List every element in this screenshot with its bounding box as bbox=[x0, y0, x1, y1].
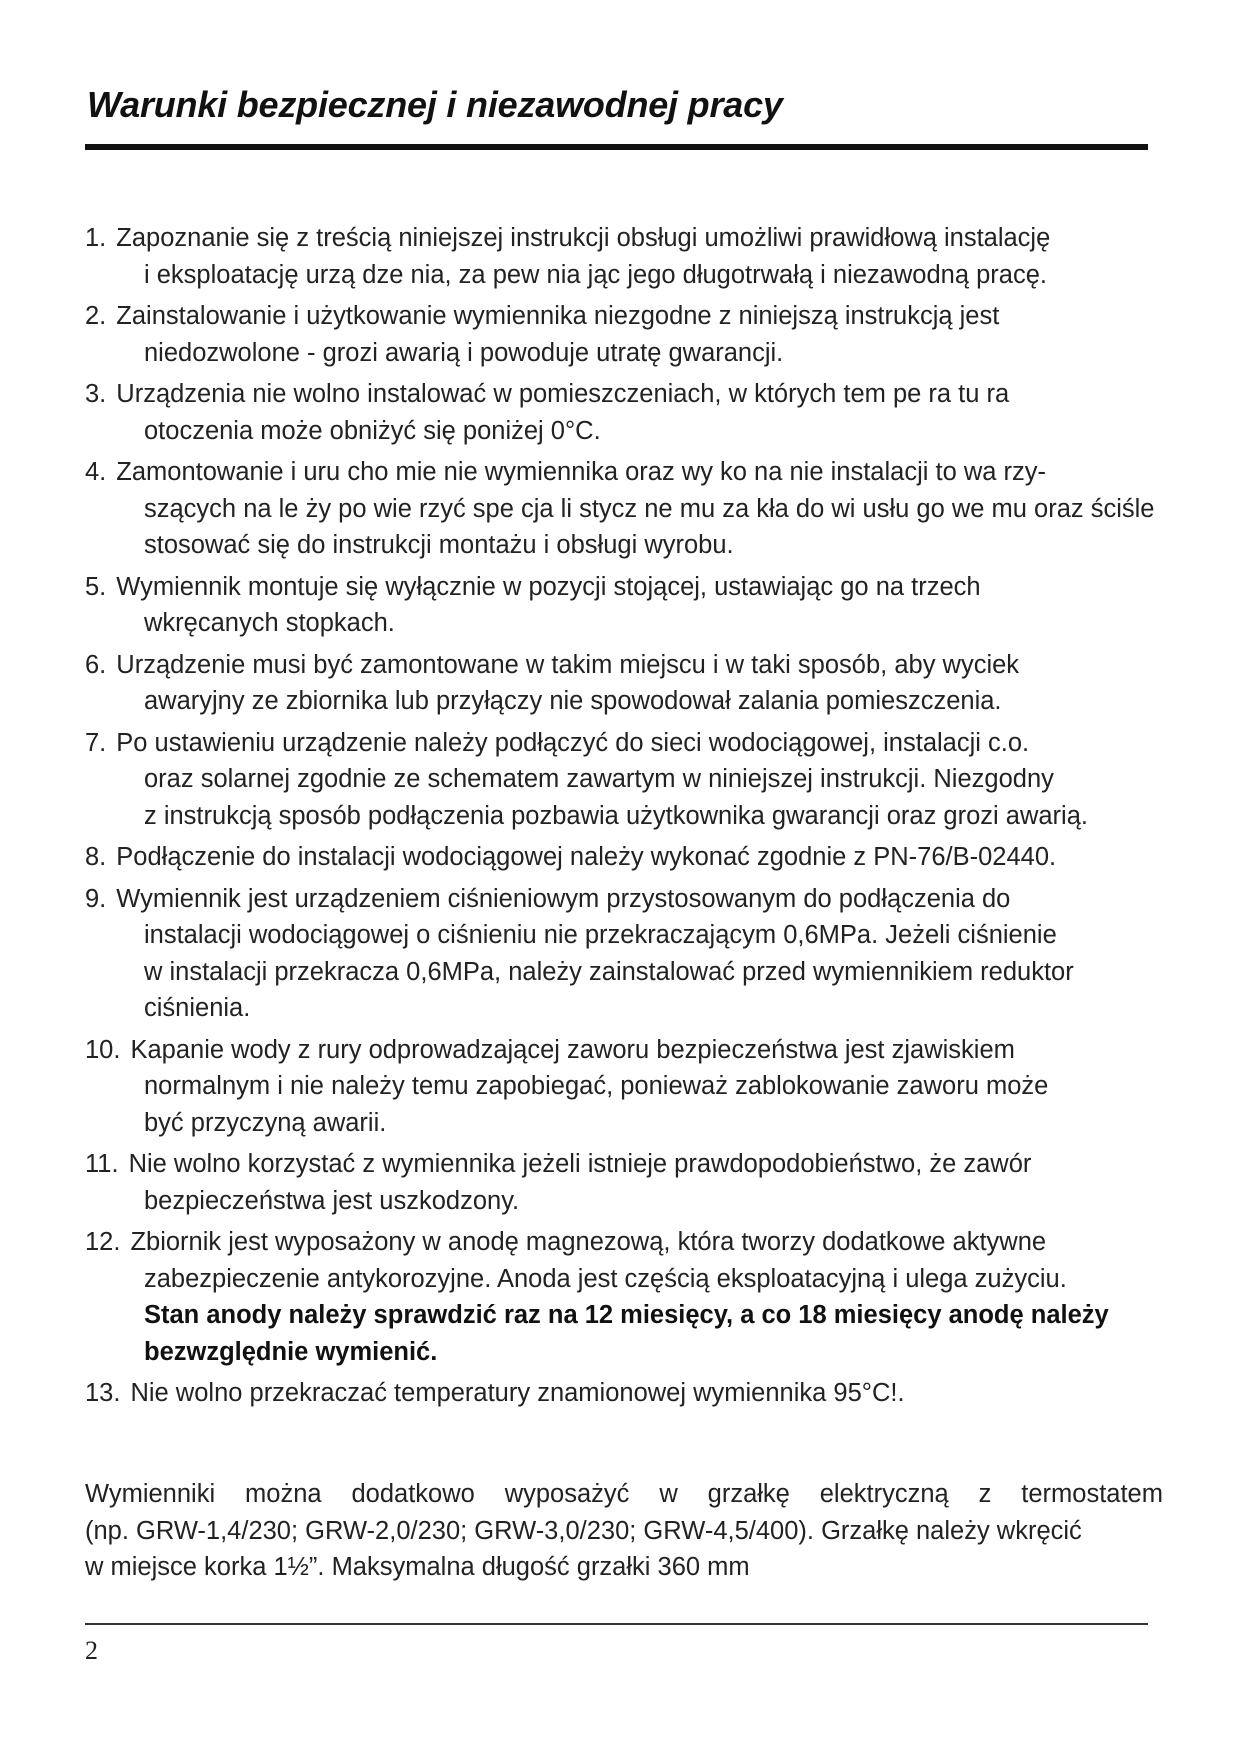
heater-note-line: (np. GRW-1,4/230; GRW-2,0/230; GRW-3,0/230; GRW-4,5/400). Grzałkę należy wkręcić bbox=[85, 1516, 1082, 1545]
rule-number: 1. bbox=[85, 224, 107, 252]
rule-text-continued: zabezpieczenie antykorozyjne. Anoda jest częścią eksploatacyjną i ulega zużyciu. bbox=[144, 1264, 1067, 1293]
rule-number: 9. bbox=[85, 884, 107, 913]
rule-text-continued: ciśnienia. bbox=[144, 994, 251, 1022]
rule-item bbox=[85, 220, 1165, 293]
rule-number: 6. bbox=[85, 650, 107, 679]
heater-note-line: w miejsce korka 1½”. Maksymalna długość grzałki 360 mm bbox=[85, 1553, 750, 1581]
rule-text: Urządzenia nie wolno instalować w pomieszczeniach, w których tem pe ra tu ra bbox=[116, 380, 1010, 408]
rule-item bbox=[85, 839, 1165, 876]
rule-text-continued: wkręcanych stopkach. bbox=[144, 609, 395, 637]
rule-text-continued: bezpieczeństwa jest uszkodzony. bbox=[144, 1186, 520, 1215]
rule-text-emphasis: Stan anody należy sprawdzić raz na 12 miesięcy, a co 18 miesięcy anodę należy bbox=[144, 1301, 1109, 1329]
title-underline bbox=[85, 144, 1148, 150]
heater-note bbox=[85, 1476, 1165, 1586]
rule-text-emphasis: bezwzględnie wymienić. bbox=[144, 1337, 438, 1366]
rule-text: Zbiornik jest wyposażony w anodę magnezową, która tworzy dodatkowe aktywne bbox=[130, 1228, 1047, 1256]
rule-text-continued: w instalacji przekracza 0,6MPa, należy zainstalować przed wymiennikiem reduktor bbox=[144, 957, 1074, 986]
page-title: Warunki bezpiecznej i niezawodnej pracy bbox=[87, 84, 783, 125]
rule-item bbox=[85, 569, 1165, 642]
rule-item bbox=[85, 298, 1165, 371]
safety-rules-list bbox=[85, 220, 1165, 1417]
rule-item bbox=[85, 1375, 1165, 1412]
rule-number: 11. bbox=[85, 1150, 119, 1178]
rule-number: 13. bbox=[85, 1379, 121, 1407]
rule-item bbox=[85, 1146, 1165, 1219]
rule-number: 12. bbox=[85, 1228, 121, 1256]
page-number: 2 bbox=[85, 1636, 98, 1665]
rule-text: Zapoznanie się z treścią niniejszej instrukcji obsługi umożliwi prawidłową instalację bbox=[116, 224, 1051, 252]
rule-item bbox=[85, 454, 1165, 564]
rule-text: Urządzenie musi być zamontowane w takim miejscu i w taki sposób, aby wyciek bbox=[116, 650, 1020, 679]
rule-text-continued: oraz solarnej zgodnie ze schematem zawartym w niniejszej instrukcji. Niezgodny bbox=[144, 765, 1054, 793]
rule-text-continued: otoczenia może obniżyć się poniżej 0°C. bbox=[144, 416, 601, 445]
rule-text-continued: niedozwolone - grozi awarią i powoduje utratę gwarancji. bbox=[144, 338, 784, 367]
rule-text-continued: awaryjny ze zbiornika lub przyłączy nie spowodował zalania pomieszczenia. bbox=[144, 687, 1002, 715]
rule-text: Wymiennik montuje się wyłącznie w pozycji stojącej, ustawiając go na trzech bbox=[116, 572, 981, 601]
rule-text-continued: i eksploatację urzą dze nia, za pew nia jąc jego długotrwałą i niezawodną pracę. bbox=[144, 260, 1047, 289]
rule-item bbox=[85, 881, 1165, 1027]
rule-text-continued: z instrukcją sposób podłączenia pozbawia użytkownika gwarancji oraz grozi awarią. bbox=[144, 801, 1088, 830]
rule-number: 2. bbox=[85, 302, 107, 330]
rule-item bbox=[85, 647, 1165, 720]
rule-item bbox=[85, 1224, 1165, 1370]
rule-number: 3. bbox=[85, 380, 107, 408]
rule-text: Kapanie wody z rury odprowadzającej zaworu bezpieczeństwa jest zjawiskiem bbox=[130, 1035, 1015, 1064]
rule-number: 5. bbox=[85, 572, 107, 601]
rule-number: 4. bbox=[85, 458, 107, 486]
rule-text: Zamontowanie i uru cho mie nie wymiennika oraz wy ko na nie instalacji to wa rzy- bbox=[116, 458, 1047, 486]
rule-text: Wymiennik jest urządzeniem ciśnieniowym przystosowanym do podłączenia do bbox=[116, 884, 1011, 913]
rule-text: Po ustawieniu urządzenie należy podłączyć do sieci wodociągowej, instalacji c.o. bbox=[116, 728, 1030, 757]
rule-item bbox=[85, 725, 1165, 835]
rule-text-continued: być przyczyną awarii. bbox=[144, 1108, 387, 1137]
rule-text: Zainstalowanie i użytkowanie wymiennika niezgodne z niniejszą instrukcją jest bbox=[116, 302, 1000, 330]
rule-number: 7. bbox=[85, 728, 107, 757]
heater-note-line: Wymienniki można dodatkowo wyposażyć w grzałkę elektryczną z termostatem bbox=[85, 1480, 1163, 1508]
rule-number: 8. bbox=[85, 843, 107, 871]
rule-text: Podłączenie do instalacji wodociągowej należy wykonać zgodnie z PN-76/B-02440. bbox=[116, 843, 1057, 871]
rule-text: Nie wolno przekraczać temperatury znamionowej wymiennika 95°C!. bbox=[130, 1379, 905, 1407]
rule-text-continued: stosować się do instrukcji montażu i obsługi wyrobu. bbox=[144, 531, 734, 559]
rule-text: Nie wolno korzystać z wymiennika jeżeli istnieje prawdopodobieństwo, że zawór bbox=[128, 1150, 1032, 1178]
rule-item bbox=[85, 376, 1165, 449]
rule-text-continued: szących na le ży po wie rzyć spe cja li stycz ne mu za kła do wi usłu go we mu oraz ściśle bbox=[144, 494, 1155, 523]
rule-item bbox=[85, 1032, 1165, 1142]
rule-text-continued: instalacji wodociągowej o ciśnieniu nie przekraczającym 0,6MPa. Jeżeli ciśnienie bbox=[144, 921, 1057, 949]
rule-text-continued: normalnym i nie należy temu zapobiegać, ponieważ zablokowanie zaworu może bbox=[144, 1072, 1049, 1100]
rule-number: 10. bbox=[85, 1035, 121, 1064]
footer-divider bbox=[85, 1623, 1148, 1625]
